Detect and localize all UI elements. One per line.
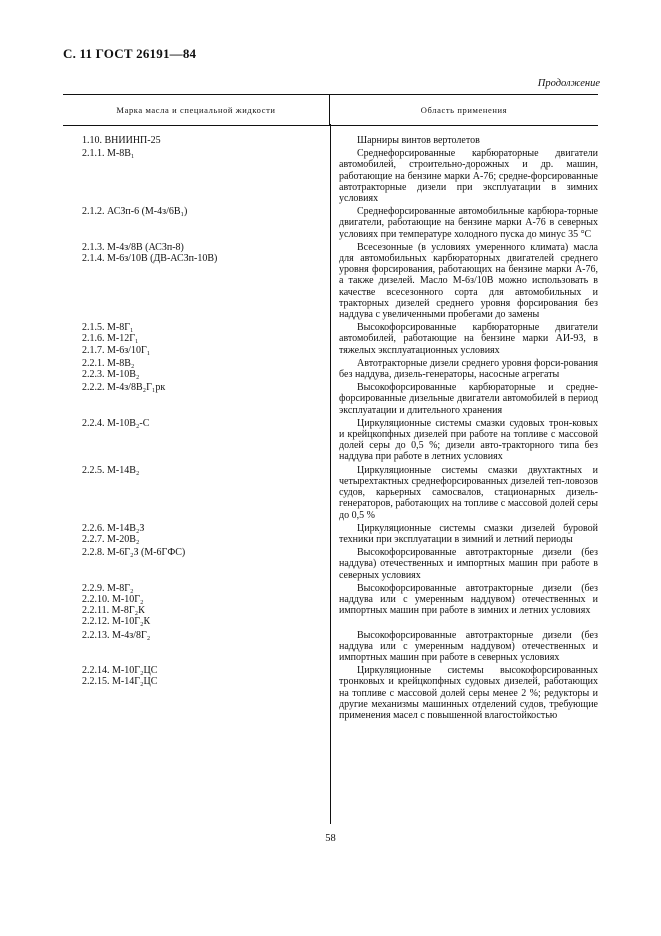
oil-brand: 2.2.8. М-6Г₂З (М-6ГФС) [82,547,186,559]
application-cell: Всесезонные (в условиях умеренного климата) масла для автомобильных карбюраторных двигателей среднего уровня форсирования, работающих на бензине марки А-76, а также дизелей. Масло М-6з/10В можно использовать в качестве всесезонного сорта для автомобильных и тракторных дизелей среднего уровня форсирования без наддува с увеличенными пробегами до замены [339,241,598,321]
oil-brand: 2.2.15. М-14Г₂ЦС [82,676,158,688]
application-cell: Циркуляционные системы смазки двухтактных и четырехтактных среднефорсированных дизелей теп-ловозов судов, карьерных самосвалов, стационарных дизель-генераторов, работающих на топливе с массовой долей серы до 0,5 % [339,464,598,521]
oil-brand: 2.2.9. М-8Г₂ [82,582,134,594]
table-row [63,358,598,380]
oil-brand-cell [63,418,339,463]
oil-brand: 2.1.4. М-6з/10В (ДВ-АСЗп-10В) [82,253,218,265]
oil-brand-cell [63,322,339,356]
table-row [63,135,598,146]
oil-brand: 1.10. ВНИИНП-25 [82,135,161,146]
application-cell: Высокофорсированные автотракторные дизели (без наддува) отечественных и импортных машин при работе в северных условиях [339,547,598,581]
application-cell: Среднефорсированные автомобильные карбюра-торные двигатели, работающие на бензине марки А-76 в северных условиях при температуре холодного пуска до минус 35 °С [339,206,598,240]
oil-brand-cell [63,358,339,380]
oil-brand: 2.1.5. М-8Г₁ [82,322,134,334]
table-row [63,418,598,463]
oil-brand-cell [63,382,339,416]
oil-brand: 2.1.2. АСЗп-6 (М-4з/6В₁) [82,206,188,218]
oil-brand: 2.2.2. М-4з/8В₂Г₁рк [82,382,166,394]
oil-brand-cell [63,135,339,146]
oil-brand: 2.2.10. М-10Г₂ [82,593,144,605]
table-row [63,242,598,320]
oil-brand: 2.2.13. М-4з/8Г₂ [82,629,151,641]
oil-brand: 2.2.4. М-10В₂-С [82,417,150,429]
continuation-label: Продолжение [537,78,600,89]
application-cell: Циркуляционные системы смазки дизелей буровой техники при эксплуатации в зимний и летний периоды [339,522,598,545]
application-cell: Высокофорсированные карбюраторные и средне-форсированные дизельные двигатели автомобилей в период эксплуатации и длительного хранения [339,382,598,416]
oil-brand-cell [63,242,339,320]
page-number: 58 [325,833,336,844]
oil-brand: 2.1.3. М-4з/8В (АСЗп-8) [82,241,184,253]
application-cell: Автотракторные дизели среднего уровня форси-рования без наддува, дизель-генераторы, насосные агрегаты [339,357,598,381]
table-row [63,322,598,356]
application-cell: Среднефорсированные карбюраторные двигатели автомобилей, строительно-дорожных и др. машин, работающие на бензине марки А-76; средне-форсированные автотракторные дизели при эксплуатации в зимних условиях [339,148,598,205]
table-row [63,665,598,721]
application-cell: Циркуляционные системы высокофорсированных тронковых и крейцкопфных судовых дизелей, работающих на топливе с массовой долей серы менее 2 %; редукторы и другие механизмы машинных отделений судов, требующие применения масел с повышенной влагостойкостью [339,665,598,721]
table-row [63,523,598,545]
col-header-application: Область применения [420,105,508,115]
table-row [63,630,598,664]
oil-brand: 2.2.6. М-14В₂З [82,522,145,534]
oil-brand: 2.1.7. М-6з/10Г₁ [82,344,151,356]
oil-brand: 2.2.14. М-10Г₂ЦС [82,665,158,677]
oil-brand-cell [63,523,339,545]
table-row [63,382,598,416]
oil-brand: 2.2.1. М-8В₂ [82,357,135,369]
oil-brand-cell [63,148,339,204]
table-row [63,547,598,581]
oil-brand: 2.2.5. М-14В₂ [82,464,140,476]
application-cell: Шарниры винтов вертолетов [357,135,480,146]
oil-brand-cell [63,465,339,521]
table-row [63,206,598,240]
application-cell: Высокофорсированные карбюраторные двигатели автомобилей, работающие на бензине марки АИ-93, в тяжелых эксплуатационных условиях [339,322,598,356]
oil-brand-cell [63,665,339,721]
oil-brand: 2.2.3. М-10В₂ [82,369,140,381]
oil-brand: 2.2.12. М-10Г₂К [82,616,151,628]
oil-brand: 2.1.6. М-12Г₁ [82,333,139,345]
table-row [63,583,598,628]
oil-brand-cell [63,206,339,240]
table-body [63,135,598,723]
application-cell: Высокофорсированные автотракторные дизели (без наддува или с умеренным наддувом) отечественных и импортных машин при работе в северных условиях [339,629,598,663]
oil-brand: 2.2.11. М-8Г₂К [82,605,145,617]
application-cell: Высокофорсированные автотракторные дизели (без наддува или с умеренным наддувом) отечественных и импортных машин при работе в зимних и летних условиях [339,582,598,617]
oil-brand: 2.2.7. М-20В₂ [82,533,140,545]
oil-brand-cell [63,583,339,628]
col-header-oil-brand: Марка масла и специальной жидкости [63,95,330,125]
application-cell: Циркуляционные системы смазки судовых трон-ковых и крейцкопфных дизелей при работе на топливе с массовой долей серы до 0,5 %; дизели авто-тракторного типа без наддува при работе в летних условиях [339,417,598,463]
page-header: С. 11 ГОСТ 26191—84 [63,46,197,61]
oil-brand: 2.1.1. М-8В₁ [82,148,135,160]
table-row [63,148,598,204]
oil-brand-cell [63,630,339,664]
table-row [63,465,598,521]
table-header [63,94,598,126]
oil-brand-cell [63,547,339,581]
